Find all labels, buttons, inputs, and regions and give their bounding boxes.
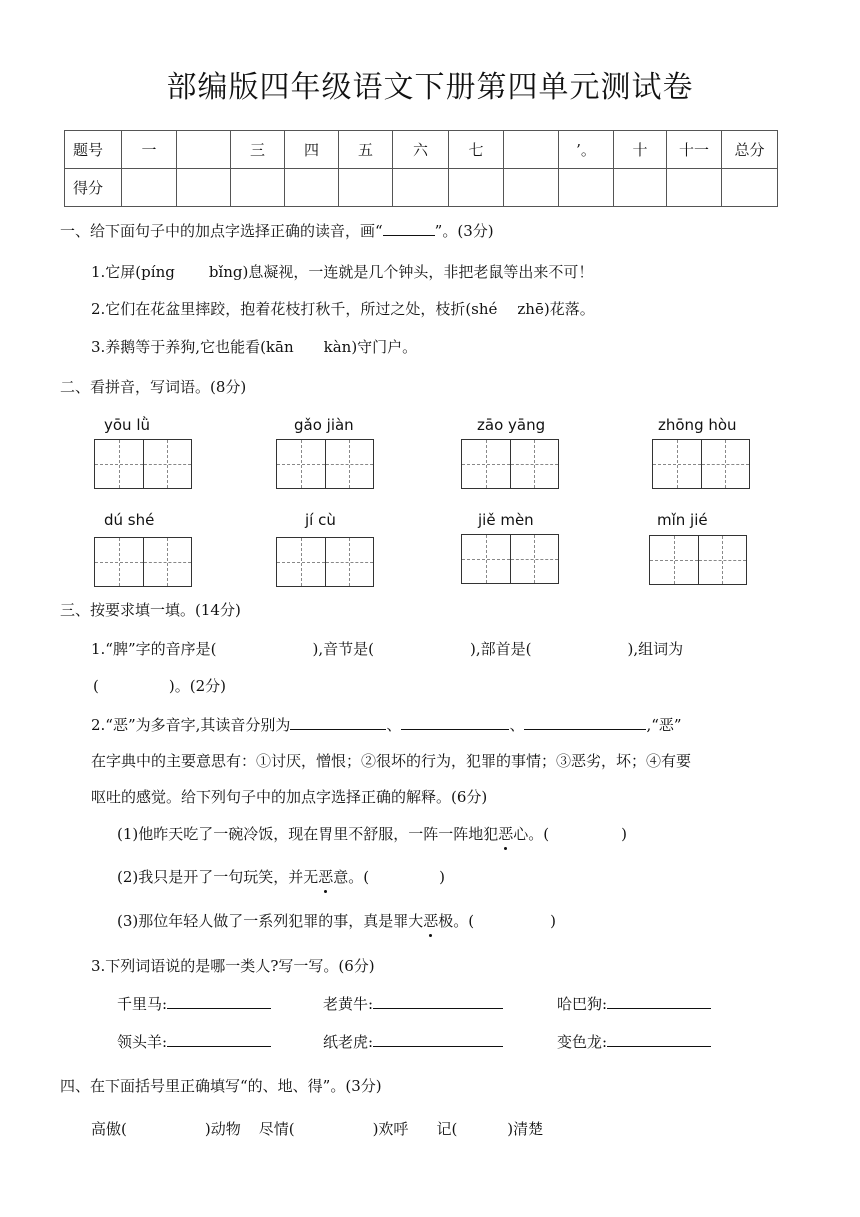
answer-blank[interactable] bbox=[607, 1030, 711, 1047]
answer-blank[interactable] bbox=[167, 992, 271, 1009]
q3-part-3: 3.下列词语说的是哪一类人?写一写。(6分) bbox=[91, 957, 375, 975]
answer-blank[interactable] bbox=[524, 713, 646, 730]
score-cell[interactable] bbox=[122, 169, 177, 207]
table-header-cell: 七 bbox=[449, 131, 504, 169]
pinyin-label: jiě mèn bbox=[478, 511, 534, 529]
pinyin-label: gǎo jiàn bbox=[294, 416, 354, 434]
q3-part-2-line-3: 呕吐的感觉。给下列句子中的加点字选择正确的解释。(6分) bbox=[91, 788, 488, 806]
q3-part-2-line-2: 在字典中的主要意思有：①讨厌，憎恨；②很坏的行为，犯罪的事情；③恶劣，坏；④有要 bbox=[91, 752, 692, 770]
score-table-header-row bbox=[65, 131, 778, 169]
term-item: 领头羊: bbox=[117, 1030, 271, 1052]
writing-grid[interactable] bbox=[94, 439, 192, 489]
section-1-heading: 一、给下面句子中的加点字选择正确的读音，画“ ”。(3分) bbox=[60, 219, 494, 241]
answer-blank[interactable] bbox=[607, 992, 711, 1009]
term-item: 变色龙: bbox=[557, 1030, 711, 1052]
score-cell[interactable] bbox=[393, 169, 449, 207]
table-row-label: 得分 bbox=[65, 169, 122, 207]
score-cell[interactable] bbox=[504, 169, 559, 207]
q1-sentence-1: 1.它屏(píng bǐng)息凝视，一连就是几个钟头，非把老鼠等出来不可！ bbox=[91, 263, 594, 281]
score-table bbox=[64, 130, 778, 207]
page-title: 部编版四年级语文下册第四单元测试卷 bbox=[166, 70, 694, 105]
answer-blank[interactable] bbox=[373, 992, 503, 1009]
q1-sentence-3: 3.养鹅等于养狗,它也能看(kān kàn)守门户。 bbox=[91, 338, 418, 356]
score-cell[interactable] bbox=[231, 169, 285, 207]
table-header-cell: 一 bbox=[122, 131, 177, 169]
q3-part-1: 1.“脾”字的音序是( ),音节是( ),部首是( ),组词为 bbox=[91, 640, 684, 658]
answer-blank[interactable] bbox=[401, 713, 509, 730]
q3-sentence-1: (1)他昨天吃了一碗冷饭，现在胃里不舒服，一阵一阵地犯恶心。( ) bbox=[117, 825, 627, 843]
score-cell[interactable] bbox=[614, 169, 667, 207]
writing-grid[interactable] bbox=[461, 534, 559, 584]
score-cell[interactable] bbox=[177, 169, 231, 207]
pinyin-label: jí cù bbox=[305, 511, 336, 529]
score-cell[interactable] bbox=[449, 169, 504, 207]
score-cell[interactable] bbox=[667, 169, 722, 207]
answer-blank[interactable] bbox=[167, 1030, 271, 1047]
writing-grid[interactable] bbox=[94, 537, 192, 587]
term-item: 哈巴狗: bbox=[557, 992, 711, 1014]
term-item: 老黄牛: bbox=[323, 992, 503, 1014]
answer-blank[interactable] bbox=[290, 713, 386, 730]
pinyin-label: dú shé bbox=[104, 511, 155, 529]
table-header-cell: 十一 bbox=[667, 131, 722, 169]
term-item: 千里马: bbox=[117, 992, 271, 1014]
pinyin-label: yōu lǜ bbox=[104, 416, 151, 434]
table-header-cell: 四 bbox=[285, 131, 339, 169]
table-header-cell: 三 bbox=[231, 131, 285, 169]
q4-items: 高傲( )动物 尽情( )欢呼 记( )清楚 bbox=[91, 1120, 544, 1138]
q3-part-2: 2.“恶”为多音字,其读音分别为 、 、 ,“恶” bbox=[91, 713, 682, 735]
pinyin-label: mǐn jié bbox=[657, 511, 708, 529]
score-cell[interactable] bbox=[559, 169, 614, 207]
writing-grid[interactable] bbox=[652, 439, 750, 489]
q3-sentence-3: (3)那位年轻人做了一系列犯罪的事，真是罪大恶极。( ) bbox=[117, 912, 556, 930]
q1-sentence-2: 2.它们在花盆里摔跤，抱着花枝打秋千，所过之处，枝折(shé zhē)花落。 bbox=[91, 300, 595, 318]
section-4-heading: 四、在下面括号里正确填写“的、地、得”。(3分) bbox=[60, 1077, 382, 1095]
table-header-cell: 十 bbox=[614, 131, 667, 169]
pinyin-label: zāo yāng bbox=[477, 416, 546, 434]
writing-grid[interactable] bbox=[649, 535, 747, 585]
writing-grid[interactable] bbox=[461, 439, 559, 489]
score-cell[interactable] bbox=[285, 169, 339, 207]
table-header-cell: ’。 bbox=[559, 131, 614, 169]
section-3-heading: 三、按要求填一填。(14分) bbox=[60, 601, 241, 619]
pinyin-label: zhōng hòu bbox=[658, 416, 737, 434]
table-header-cell bbox=[177, 131, 231, 169]
score-cell[interactable] bbox=[339, 169, 393, 207]
term-item: 纸老虎: bbox=[323, 1030, 503, 1052]
writing-grid[interactable] bbox=[276, 537, 374, 587]
answer-blank[interactable] bbox=[383, 219, 435, 236]
table-header-cell: 五 bbox=[339, 131, 393, 169]
score-cell[interactable] bbox=[722, 169, 778, 207]
table-header-cell: 题号 bbox=[65, 131, 122, 169]
writing-grid[interactable] bbox=[276, 439, 374, 489]
q3-part-1-continued: ( )。(2分) bbox=[93, 677, 226, 695]
answer-blank[interactable] bbox=[373, 1030, 503, 1047]
q3-sentence-2: (2)我只是开了一句玩笑，并无恶意。( ) bbox=[117, 868, 445, 886]
section-2-heading: 二、看拼音，写词语。(8分) bbox=[60, 378, 247, 396]
table-header-cell bbox=[504, 131, 559, 169]
table-header-cell: 总分 bbox=[722, 131, 778, 169]
table-header-cell: 六 bbox=[393, 131, 449, 169]
score-table-score-row bbox=[65, 169, 778, 207]
